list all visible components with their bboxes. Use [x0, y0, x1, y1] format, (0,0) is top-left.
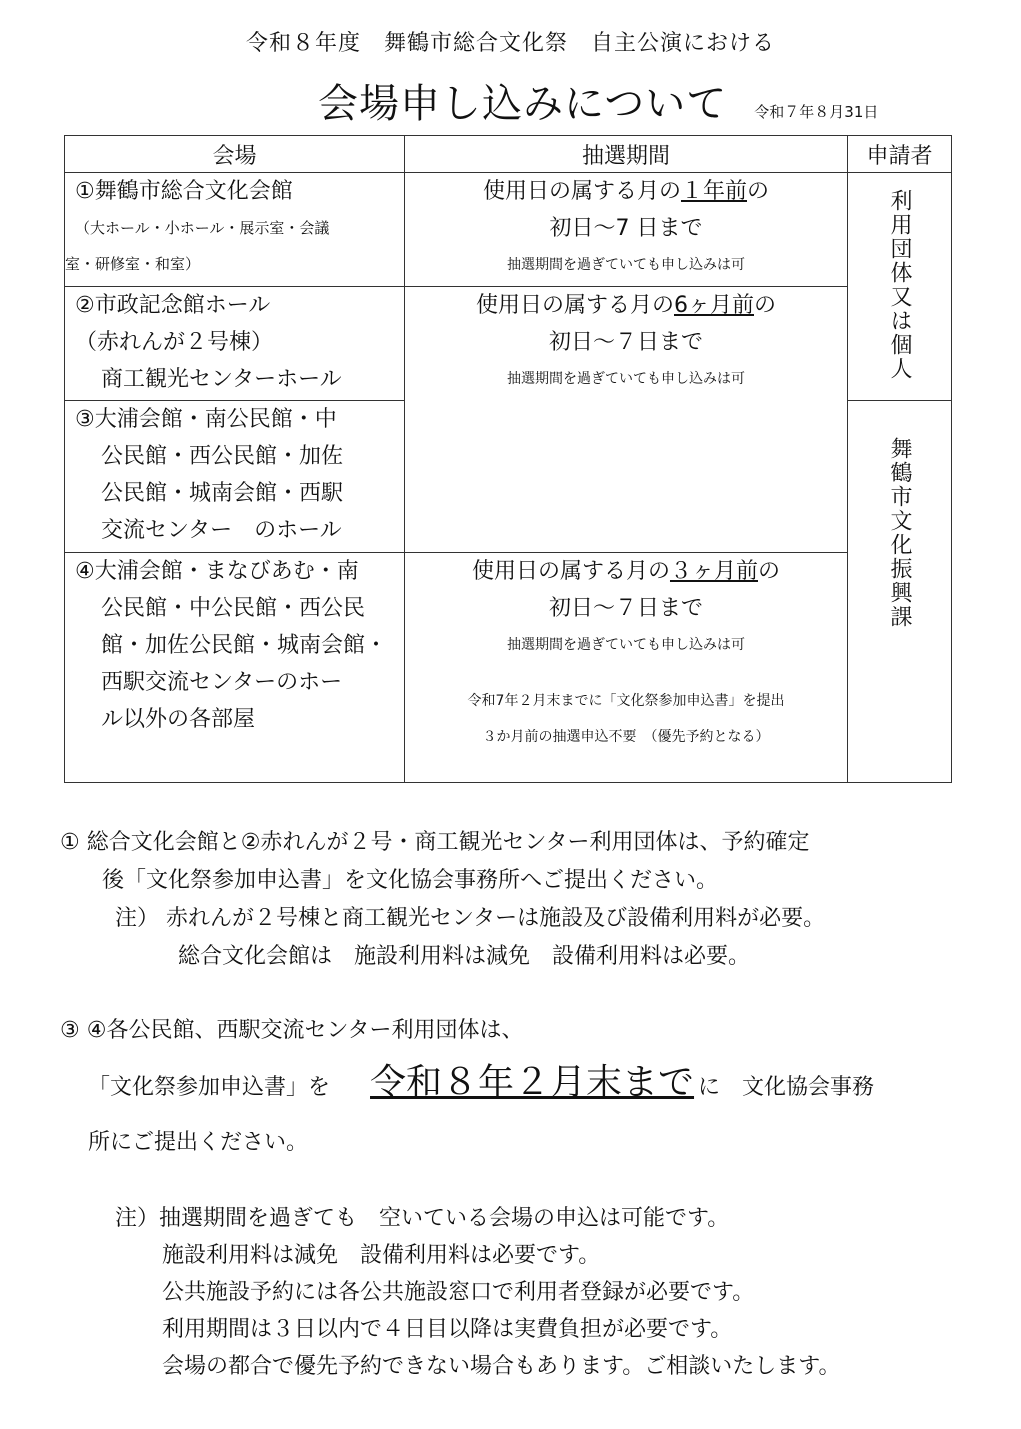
- deadline-emphasis: 令和８年２月末まで: [370, 1062, 695, 1103]
- venue-cell: [65, 553, 405, 783]
- period-highlight: ３ヶ月前: [669, 559, 758, 584]
- venue-cell: [65, 287, 405, 401]
- document-date: 令和７年８月31日: [754, 103, 879, 121]
- period-post: の: [754, 293, 777, 318]
- period-main: [405, 553, 847, 590]
- caution-5: 会場の都合で優先予約できない場合もあります。ご相談いたします。: [162, 1354, 841, 1379]
- applicant-cell-b: [848, 401, 952, 783]
- applicant-cell-a: [848, 173, 952, 401]
- venue-line: 公民館・西公民館・加佐: [101, 444, 344, 469]
- note-2-post: に 文化協会事務: [698, 1075, 875, 1100]
- caution-2: 施設利用料は減免 設備利用料は必要です。: [162, 1243, 601, 1268]
- period-highlight: １年前: [680, 179, 747, 204]
- note-1-caution-2: 総合文化会館は 施設利用料は減免 設備利用料は必要。: [178, 944, 751, 969]
- period-note: 抽選期間を過ぎていても申し込みは可: [507, 257, 745, 273]
- venue-line: ③大浦会館・南公民館・中: [75, 407, 337, 432]
- venue-cell: [65, 173, 405, 287]
- venue-cell: [65, 401, 405, 553]
- note-1-line-1: ① 総合文化会館と②赤れんが２号・商工観光センター利用団体は、予約確定: [60, 830, 810, 855]
- note-2-line-2: [88, 1064, 874, 1107]
- period-pre: 使用日の属する月の: [482, 179, 681, 204]
- period-main: [405, 287, 847, 324]
- venue-line: （赤れんが２号棟）: [75, 330, 274, 355]
- venue-line: ①舞鶴市総合文化会館: [75, 179, 293, 204]
- venue-line: 公民館・城南会館・西駅: [101, 481, 344, 506]
- applicant-a: 利用団体又は個人: [887, 188, 912, 381]
- period-range: 初日～７日まで: [548, 596, 703, 621]
- header-period: 抽選期間: [405, 136, 848, 173]
- table-header-row: [65, 136, 952, 173]
- period-note-priority: 令和7年２月末までに「文化祭参加申込書」を提出: [467, 693, 785, 709]
- venue-line: 室・研修室・和室）: [65, 255, 201, 273]
- caution-1: 注）抽選期間を過ぎても 空いている会場の申込は可能です。: [115, 1206, 730, 1231]
- period-main: [405, 173, 847, 210]
- title-row: [318, 72, 878, 129]
- period-pre: 使用日の属する月の: [475, 293, 674, 318]
- venue-table: [64, 135, 952, 783]
- header-venue: 会場: [65, 136, 405, 173]
- note-1-caution-1: 注） 赤れんが２号棟と商工観光センターは施設及び設備利用料が必要。: [115, 906, 826, 931]
- venue-line: ②市政記念館ホール: [75, 293, 271, 318]
- period-note: 抽選期間を過ぎていても申し込みは可: [507, 371, 745, 387]
- note-1-line-2: 後「文化祭参加申込書」を文化協会事務所へご提出ください。: [102, 868, 719, 893]
- period-highlight: 6ヶ月前: [674, 293, 754, 318]
- period-note-priority-2: ３か月前の抽選申込不要 （優先予約となる）: [482, 729, 770, 745]
- period-note: 抽選期間を過ぎていても申し込みは可: [507, 637, 745, 653]
- caution-4: 利用期間は３日以内で４日目以降は実費負担が必要です。: [162, 1317, 733, 1342]
- venue-line: 西駅交流センターのホー: [101, 670, 343, 695]
- venue-line: 公民館・中公民館・西公民: [101, 596, 366, 621]
- note-2-line-3: 所にご提出ください。: [88, 1130, 309, 1155]
- document-subtitle: 令和８年度 舞鶴市総合文化祭 自主公演における: [245, 31, 775, 56]
- period-range: 初日～７日まで: [548, 330, 703, 355]
- venue-line: 館・加佐公民館・城南会館・: [101, 633, 388, 658]
- period-post: の: [758, 559, 781, 584]
- table-row: [65, 287, 952, 401]
- period-cell: [405, 287, 848, 553]
- venue-line: ル以外の各部屋: [101, 707, 256, 732]
- venue-line: 交流センター のホール: [101, 518, 342, 543]
- document-title: 会場申し込みについて: [318, 81, 728, 127]
- period-cell: [405, 173, 848, 287]
- period-pre: 使用日の属する月の: [471, 559, 670, 584]
- period-range: 初日～7 日まで: [549, 216, 703, 241]
- applicant-b: 舞鶴市文化振興課: [887, 437, 912, 629]
- note-2-pre: 「文化祭参加申込書」を: [88, 1075, 331, 1100]
- table-row: [65, 553, 952, 783]
- venue-line: ④大浦会館・まなびあむ・南: [75, 559, 359, 584]
- caution-3: 公共施設予約には各公共施設窓口で利用者登録が必要です。: [162, 1280, 755, 1305]
- note-2-line-1: ③ ④各公民館、西駅交流センター利用団体は、: [60, 1018, 524, 1043]
- period-cell: [405, 553, 848, 783]
- table-row: [65, 173, 952, 287]
- header-applicant: 申請者: [848, 136, 952, 173]
- period-post: の: [747, 179, 770, 204]
- venue-line: （大ホール・小ホール・展示室・会議: [75, 219, 330, 237]
- venue-line: 商工観光センターホール: [101, 367, 342, 392]
